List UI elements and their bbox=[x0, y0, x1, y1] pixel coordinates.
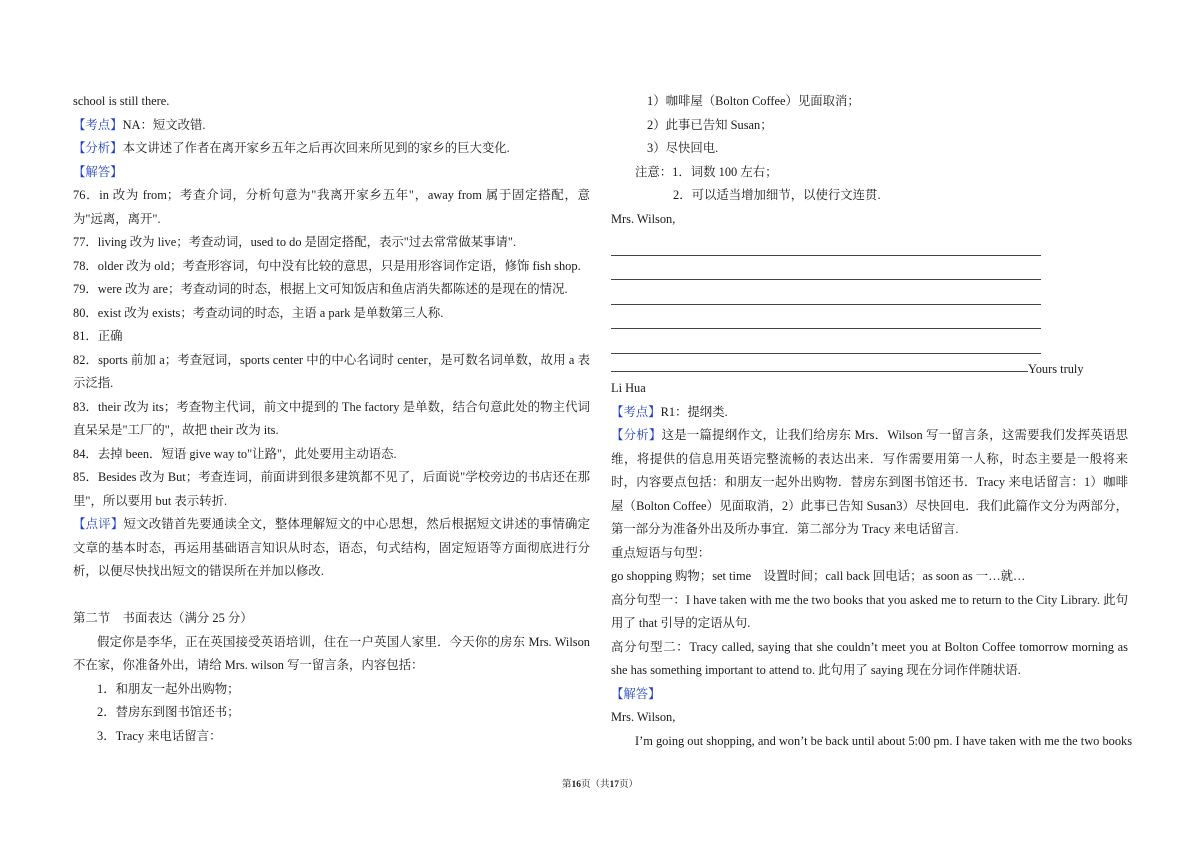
writing-blank-line bbox=[611, 243, 1041, 256]
writing-blank-line bbox=[611, 359, 1028, 372]
sentence-1: 高分句型一：I have taken with me the two books that you asked me to return to the City Library. 此句用了 that 引导的定语从句. bbox=[611, 592, 1128, 630]
kaodian-text: NA：短文改错. bbox=[122, 117, 206, 132]
fenxi-text: 本文讲述了作者在离开家乡五年之后再次回来所见到的家乡的巨大变化. bbox=[122, 141, 510, 155]
prompt-item-3: 3．Tracy 来电话留言： bbox=[97, 728, 222, 743]
closing: Yours truly bbox=[1028, 362, 1084, 376]
answer-85: 85．Besides 改为 But；考查连词，前面讲到很多建筑都不见了，后面说"学校旁边的书店还在那里"，所以要用 but 表示转折. bbox=[73, 470, 590, 508]
page-number: 16 bbox=[571, 780, 581, 790]
fenxi-tag: 【分析】 bbox=[73, 141, 123, 155]
writing-prompt: 假定你是李华，正在英国接受英语培训，住在一户英国人家里．今天你的房东 Mrs. Wilson 不在家，你准备外出，请给 Mrs. wilson 写一留言条，内容包括： bbox=[73, 634, 590, 672]
closing-line bbox=[611, 354, 1128, 378]
kaodian-line bbox=[73, 114, 590, 138]
kaodian-text: R1：提纲类. bbox=[660, 404, 728, 419]
page-footer: 第16页（共17页） bbox=[561, 780, 639, 790]
writing-blank-line bbox=[611, 316, 1041, 329]
key-phrases: go shopping 购物；set time 设置时间；call back 回电话；as soon as 一…就… bbox=[611, 569, 1026, 583]
answer-body: I’m going out shopping, and won’t be back until about 5:00 pm. I have taken with me the two books bbox=[635, 733, 1133, 748]
answer-salutation: Mrs. Wilson, bbox=[611, 710, 676, 724]
sentence-2: 高分句型二：Tracy called, saying that she couldn’t meet you at Bolton Coffee tomorrow morning as she has something important to attend to. 此句用了 saying 现在分词作伴随状语. bbox=[611, 639, 1128, 677]
sub-item-2: 2）此事已告知 Susan； bbox=[647, 117, 773, 132]
kaodian-tag: 【考点】 bbox=[611, 404, 661, 419]
salutation: Mrs. Wilson, bbox=[611, 211, 676, 226]
signature-name: Li Hua bbox=[611, 381, 646, 395]
right-column bbox=[611, 90, 1133, 753]
section-heading: 第二节 书面表达（满分 25 分） bbox=[73, 611, 253, 625]
answer-81: 81．正确 bbox=[73, 329, 123, 343]
answer-76: 76．in 改为 from；考查介词，分析句意为"我离开家乡五年"，away from 属于固定搭配，意为"远离，离开". bbox=[73, 188, 590, 226]
answer-80: 80．exist 改为 exists；考查动词的时态，主语 a park 是单数第三人称. bbox=[73, 305, 444, 320]
note-1: 注意：1．词数 100 左右； bbox=[635, 164, 778, 179]
answer-82: 82．sports 前加 a；考查冠词，sports center 中的中心名词时 center，是可数名词单数，故用 a 表示泛指. bbox=[73, 352, 590, 390]
fenxi-paragraph bbox=[611, 424, 1128, 542]
answer-77: 77．living 改为 live；考查动词，used to do 是固定搭配，表示"过去常常做某事请". bbox=[73, 235, 517, 249]
sub-item-3: 3）尽快回电. bbox=[647, 141, 719, 155]
dianping-tag: 【点评】 bbox=[73, 517, 124, 531]
jieda-tag: 【解答】 bbox=[73, 164, 123, 179]
paragraph: school is still there. bbox=[73, 94, 170, 108]
dianping-text: 短文改错首先要通读全文，整体理解短文的中心思想，然后根据短文讲述的事情确定文章的基本时态，再运用基础语言知识从时态，语态，句式结构，固定短语等方面彻底进行分析，以便尽快找出短文的错误所在并加以修改. bbox=[73, 517, 591, 578]
left-column bbox=[73, 90, 590, 748]
answer-78: 78．older 改为 old；考查形容词，句中没有比较的意思，只是用形容词作定语，修饰 fish shop. bbox=[73, 258, 581, 273]
answer-79: 79．were 改为 are；考查动词的时态，根据上文可知饭店和鱼店消失都陈述的是现在的情况. bbox=[73, 282, 568, 296]
writing-blank-line bbox=[611, 292, 1041, 305]
writing-blank-line bbox=[611, 267, 1041, 280]
kaodian-tag: 【考点】 bbox=[73, 117, 123, 132]
jieda-tag: 【解答】 bbox=[611, 686, 661, 701]
answer-84: 84．去掉 been．短语 give way to"让路"，此处要用主动语态. bbox=[73, 446, 397, 461]
kaodian-line bbox=[611, 401, 1128, 425]
fenxi-tag: 【分析】 bbox=[611, 428, 662, 442]
fenxi-text: 这是一篇提纲作文，让我们给房东 Mrs．Wilson 写一留言条，这需要我们发挥英语思维，将提供的信息用英语完整流畅的表达出来．写作需要用第一人称，时态主要是一般将来时，内容要点包括：和朋友一起外出购物．替房东到图书馆还书．Tracy 来电话留言：1）咖啡屋（Bolton Coffee）见面取消，2）此事已告知 Susan3）尽快回电．我们此篇作文分为两部分，第一部分为准备外出及所办事宜．第二部分为 Tracy 来电话留言. bbox=[611, 428, 1128, 536]
sub-item-1: 1）咖啡屋（Bolton Coffee）见面取消； bbox=[647, 94, 860, 108]
prompt-item-2: 2．替房东到图书馆还书； bbox=[97, 705, 240, 719]
key-title: 重点短语与句型： bbox=[611, 545, 711, 560]
note-2: 2．可以适当增加细节，以使行文连贯. bbox=[673, 188, 881, 202]
page-total: 17 bbox=[609, 780, 619, 790]
writing-blank-line bbox=[611, 341, 1041, 354]
answer-83: 83．their 改为 its；考查物主代词，前文中提到的 The factory 是单数，结合句意此处的物主代词直呆呆是"工厂的"，故把 their 改为 its. bbox=[73, 399, 590, 437]
prompt-item-1: 1．和朋友一起外出购物； bbox=[97, 681, 240, 696]
fenxi-line bbox=[73, 137, 590, 161]
dianping-paragraph bbox=[73, 513, 590, 584]
